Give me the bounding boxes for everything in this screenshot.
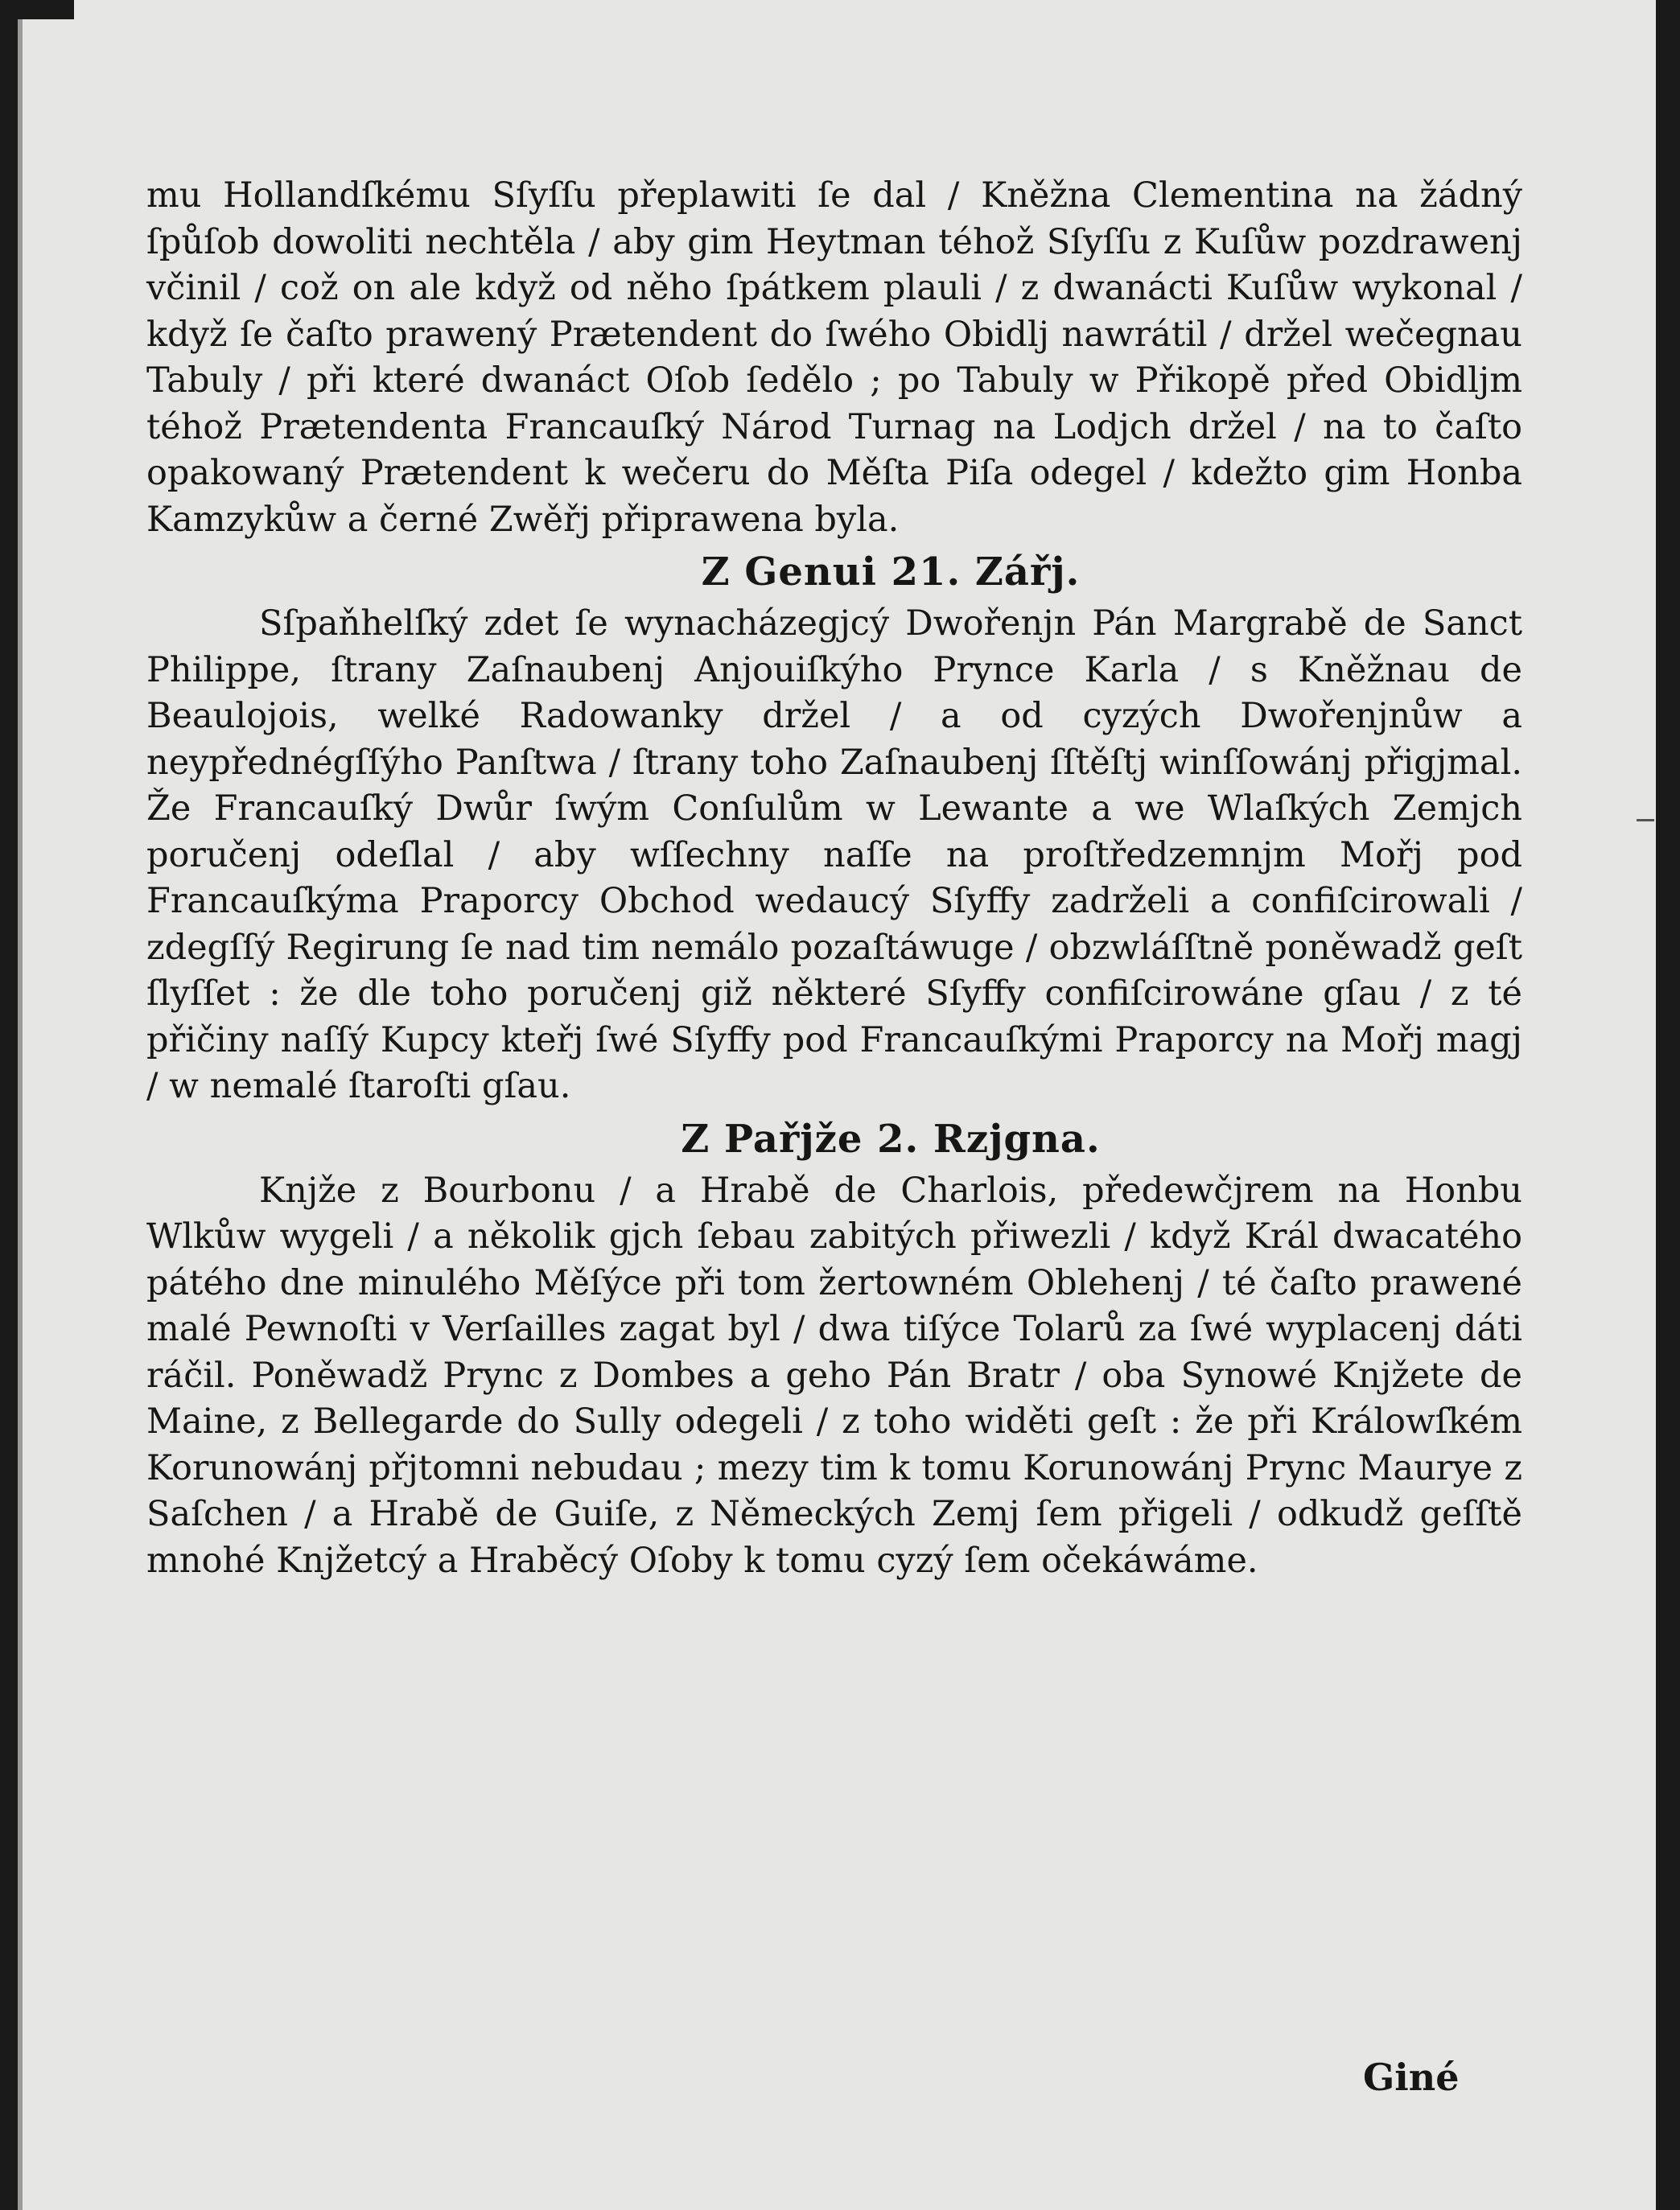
paragraph-genoa: Sſpaňhelſký zdet ſe wynacházegjcý Dwořenjn Pán Margrabě de Sanct Philippe, ſtrany Zaſnaubenj Anjouiſkýho Prynce Karla / s Kněžnau de Beaulojois, welké Radowanky držel / a od cyzých Dwořenjnůw a neypřednégſſýho Panſtwa / ſtrany toho Zaſnaubenj ſſtěſtj winſſowánj přigjmal. Že Francauſký Dwůr ſwým Conſulům w Lewante a we Wlaſkých Zemjch poručenj odeſlal / aby wſſechny naſſe na proſtředzemnjm Mořj pod Francauſkýma Praporcy Obchod wedaucý Sſyffy zadrželi a confiſcirowali / zdegſſý Regirung ſe nad tim nemálo pozaſtáwuge / obzwláſſtně poněwadž geſt ſlyſſet : že dle toho poručenj giž některé Sſyffy confiſcirowáne gſau / z té přičiny naſſý Kupcy kteřj ſwé Sſyffy pod Francauſkými Praporcy na Mořj magj / w nemalé ſtaroſti gſau.: [146, 603, 1522, 1106]
catchword: Giné: [1363, 2056, 1460, 2099]
paragraph-continued: mu Hollandſkému Sſyſſu přeplawiti ſe dal / Kněžna Clementina na žádný ſpůſob dowoliti nechtěla / aby gim Heytman téhož Sſyſſu z Kuſůw pozdrawenj včinil / což on ale když od něho ſpátkem plauli / z dwanácti Kuſůw wykonal / když ſe čaſto prawený Prætendent do ſwého Obidlj nawrátil / držel wečegnau Tabuly / při které dwanáct Oſob ſedělo ; po Tabuly w Přikopě před Obidljm téhož Prætendenta Francauſký Národ Turnag na Lodjch držel / na to čaſto opakowaný Prætendent k wečeru do Měſta Piſa odegel / kdežto gim Honba Kamzykůw a černé Zwěřj připrawena byla.: [146, 175, 1522, 540]
scan-corner-mark: [18, 0, 74, 19]
page-left-edge: [18, 0, 23, 2210]
text-body: [146, 173, 1522, 1584]
paragraph-paris: Knjže z Bourbonu / a Hrabě de Charlois, předewčjrem na Honbu Wlkůw wygeli / a několik gjch ſebau zabitých přiwezli / když Král dwacatého pátého dne minulého Měſýce při tom žertowném Oblehenj / té čaſto prawené malé Pewnoſti v Verſailles zagat byl / dwa tiſýce Tolarů za ſwé wyplacenj dáti ráčil. Poněwadž Prync z Dombes a geho Pán Bratr / oba Synowé Knjžete de Maine, z Bellegarde do Sully odegeli / z toho widěti geſt : že při Králowſkém Korunowánj přjtomni nebudau ; mezy tim k tomu Korunowánj Prync Maurye z Saſchen / a Hrabě de Guiſe, z Německých Zemj ſem přigeli / odkudž geſſtě mnohé Knjžetcý a Hraběcý Oſoby k tomu cyzý ſem očekáwáme.: [146, 1170, 1522, 1581]
section-heading-paris: Z Pařjže 2. Rzjgna.: [681, 1116, 1101, 1162]
section-heading-genoa: Z Genui 21. Zářj.: [701, 549, 1081, 595]
page-edge-mark: [1637, 819, 1654, 821]
document-page: [18, 0, 1656, 2210]
